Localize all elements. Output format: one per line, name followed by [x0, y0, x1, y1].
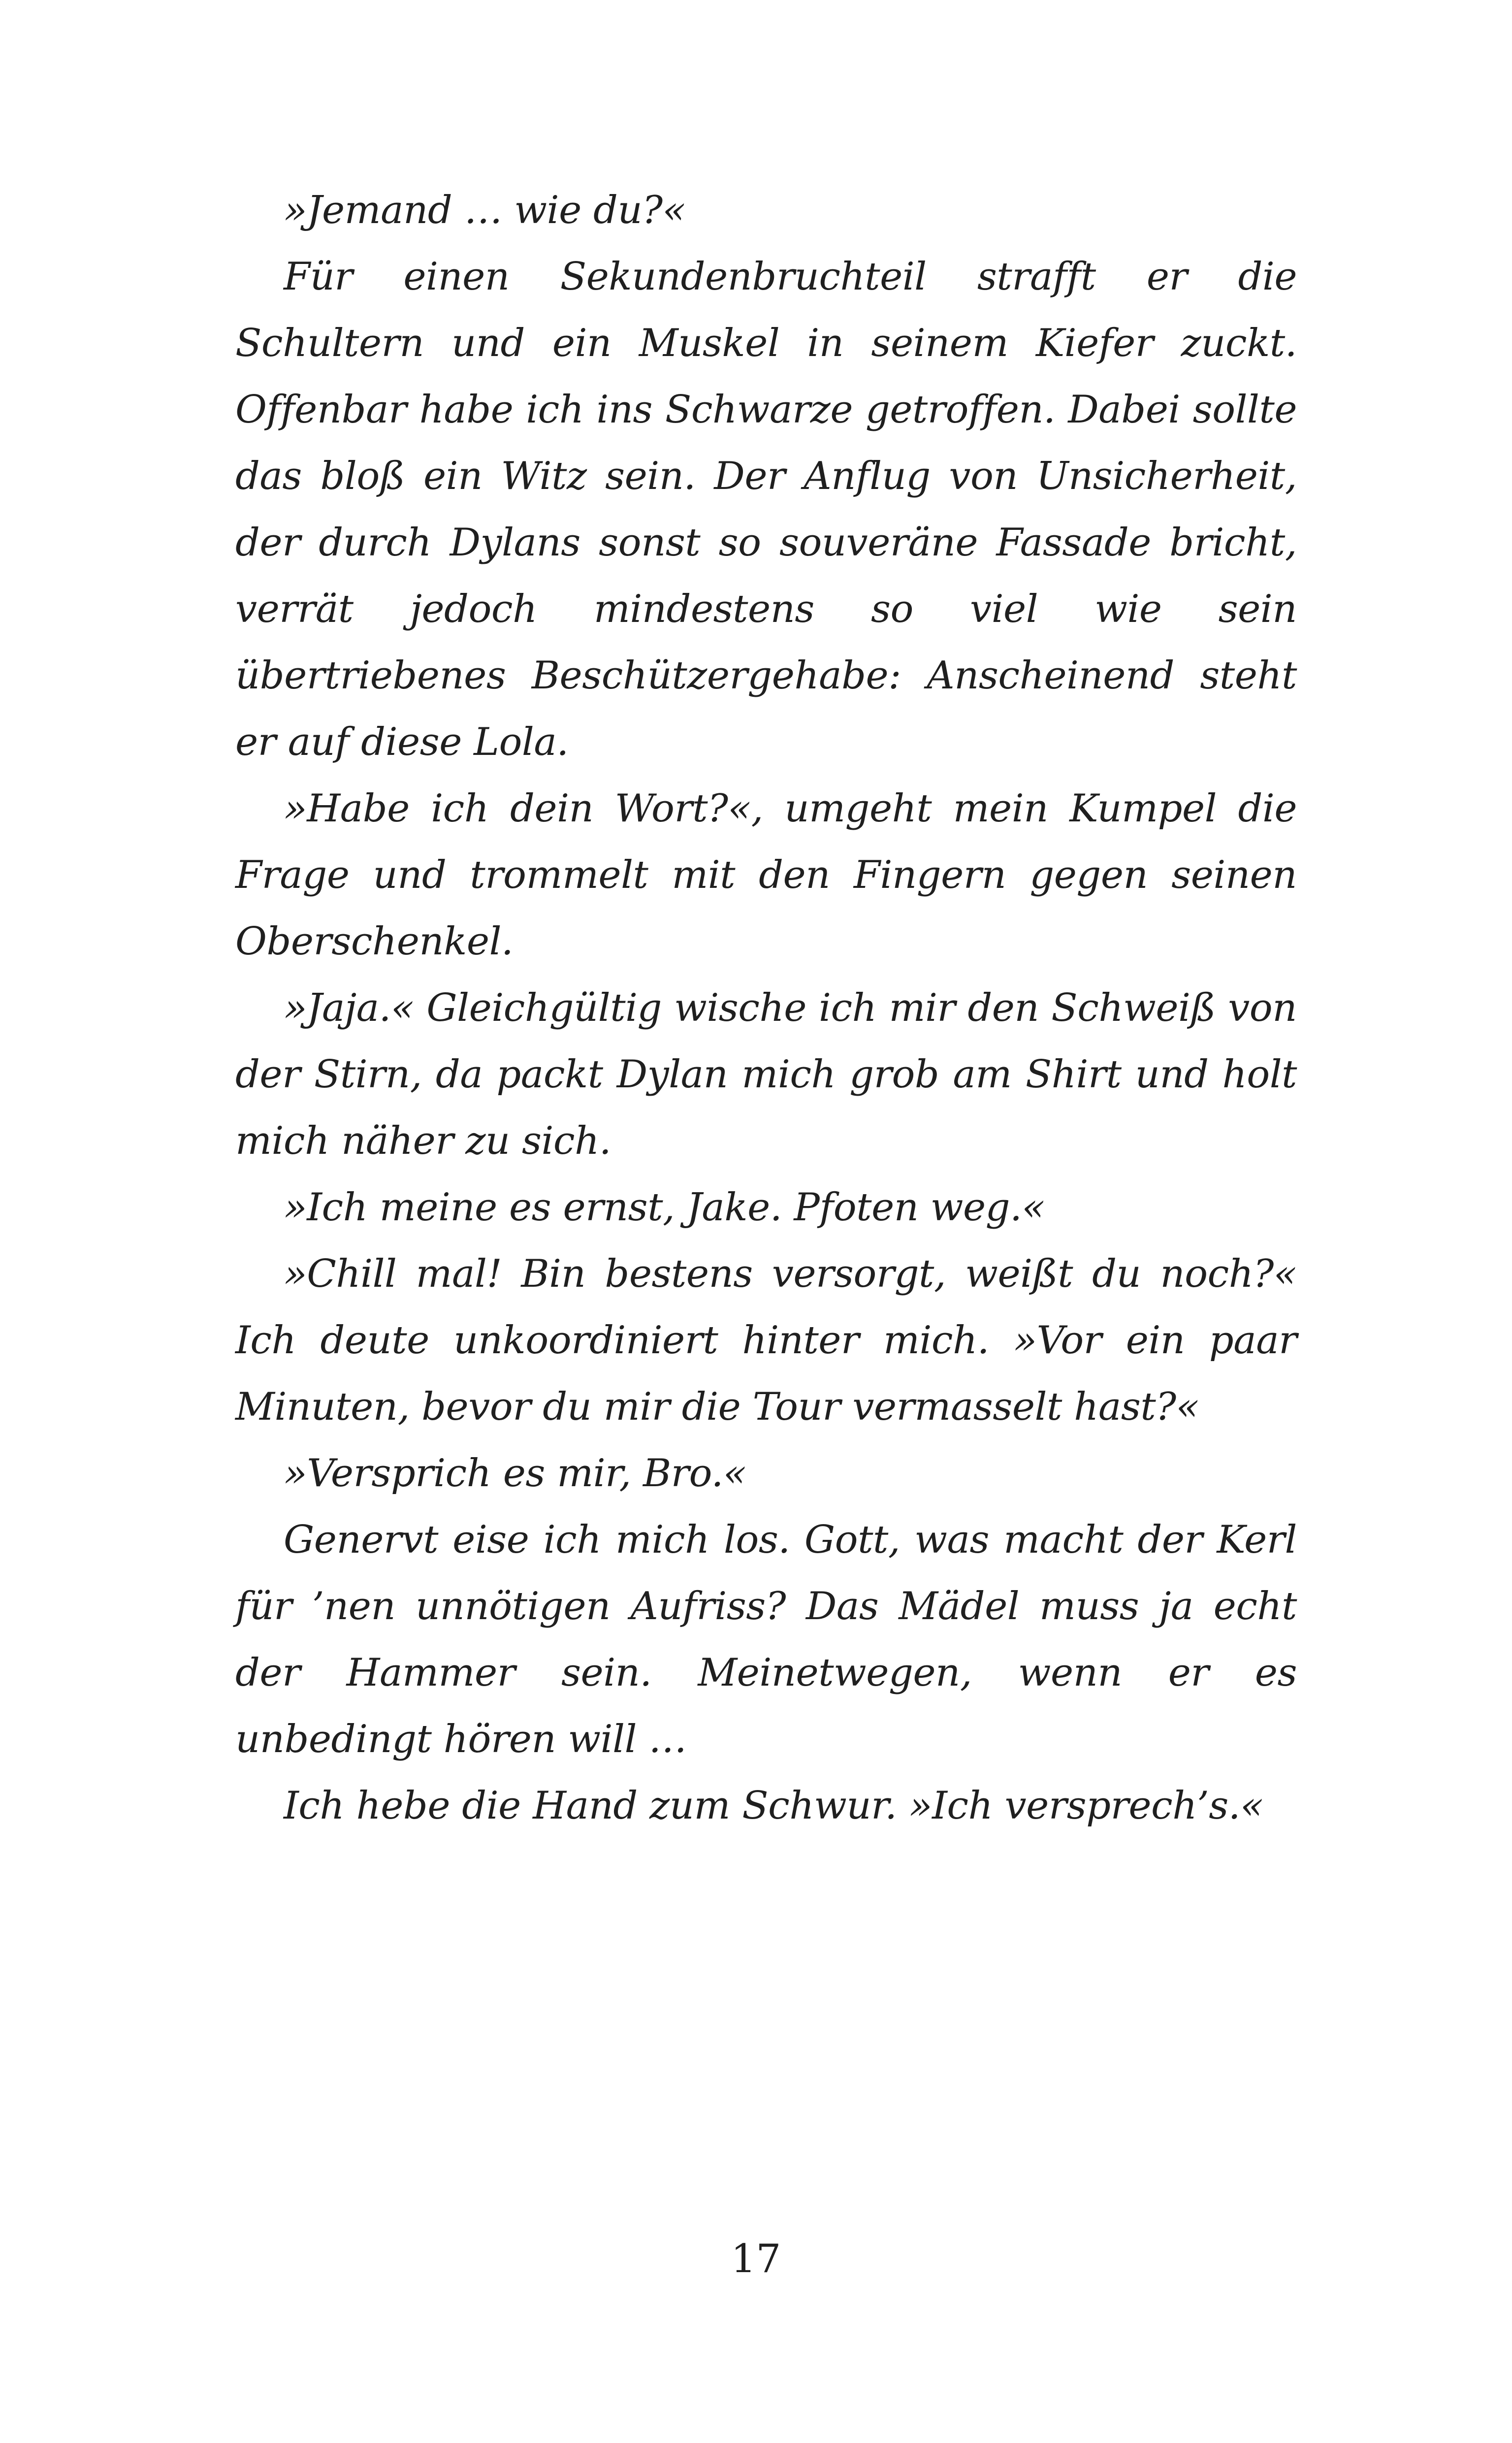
page-number: 17	[731, 2236, 781, 2281]
paragraph: »Jemand … wie du?«	[284, 188, 686, 232]
paragraph: »Habe ich dein Wort?«, umgeht mein Kumpel die Frage und trommelt mit den Fingern gegen seinen Oberschenkel.	[235, 786, 1297, 964]
paragraph: »Jaja.« Gleichgültig wische ich mir den Schweiß von der Stirn, da packt Dylan mich grob am Shirt und holt mich näher zu sich.	[235, 986, 1297, 1163]
paragraph: Genervt eise ich mich los. Gott, was macht der Kerl für ’nen unnötigen Aufriss? Das Mädel muss ja echt der Hammer sein. Meinetwegen, wenn er es unbedingt hören will …	[235, 1518, 1297, 1761]
body-text	[235, 177, 1297, 1839]
paragraph: Für einen Sekundenbruchteil strafft er die Schultern und ein Muskel in seinem Kiefer zuckt. Offenbar habe ich ins Schwarze getroffen. Dabei sollte das bloß ein Witz sein. Der Anflug von Unsicherheit, der durch Dylans sonst so souveräne Fassade bricht, verrät jedoch mindestens so viel wie sein übertriebenes Beschützergehabe: Anscheinend steht er auf diese Lola.	[235, 255, 1297, 764]
paragraph: »Versprich es mir, Bro.«	[284, 1451, 747, 1496]
paragraph: »Ich meine es ernst, Jake. Pfoten weg.«	[284, 1185, 1045, 1230]
paragraph: Ich hebe die Hand zum Schwur. »Ich versprech’s.«	[284, 1784, 1264, 1828]
paragraph: »Chill mal! Bin bestens versorgt, weißt du noch?« Ich deute unkoordiniert hinter mich. »Vor ein paar Minuten, bevor du mir die Tour vermasselt hast?«	[235, 1252, 1297, 1429]
